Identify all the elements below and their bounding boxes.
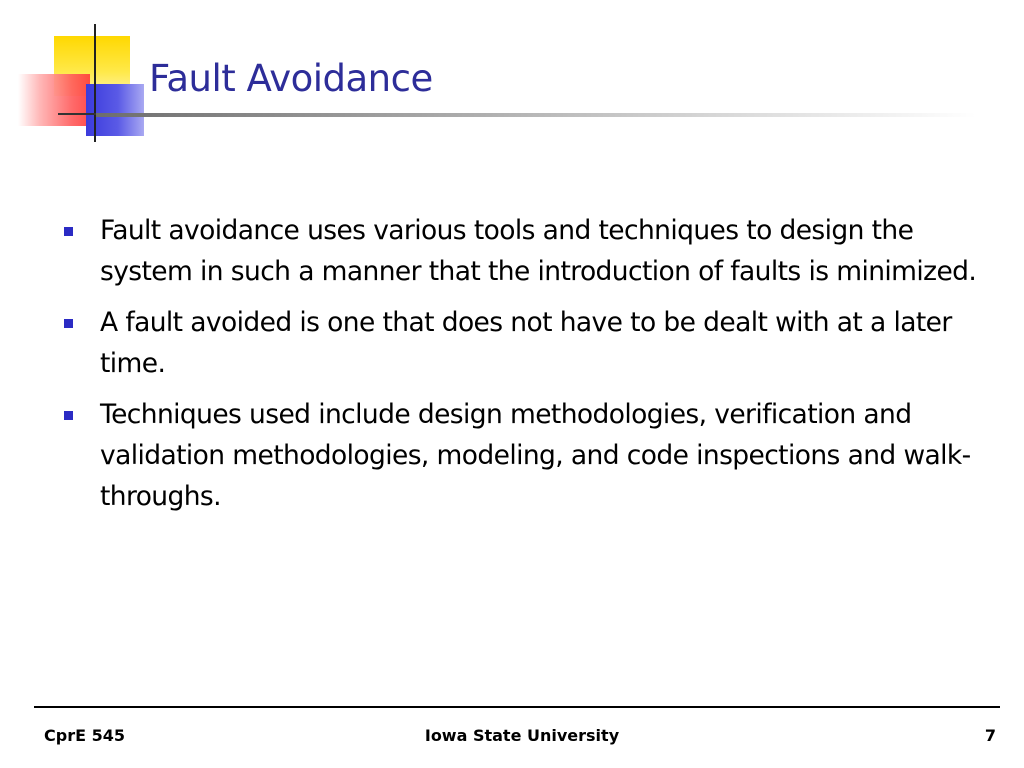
bullet-item (62, 210, 1002, 292)
slide-title: Fault Avoidance (149, 57, 433, 100)
square-bullet-icon (64, 227, 73, 236)
logo-vertical-line (94, 24, 96, 142)
title-underline (96, 113, 976, 117)
bullet-text: Fault avoidance uses various tools and techniques to design the system in such a manner that the introduction of faults is minimized. (100, 215, 977, 287)
square-bullet-icon (64, 319, 73, 328)
bullet-item (62, 302, 1002, 384)
logo-red-square (18, 74, 90, 126)
footer-divider (34, 706, 1000, 708)
bullet-text: A fault avoided is one that does not have to be dealt with at a later time. (100, 307, 952, 379)
bullet-list (62, 210, 1002, 527)
footer-institution: Iowa State University (424, 726, 620, 745)
footer-page-number: 7 (984, 726, 996, 745)
footer-course: CprE 545 (44, 726, 125, 745)
bullet-text: Techniques used include design methodologies, verification and validation methodologies, modeling, and code inspections and walk-throughs. (100, 399, 971, 512)
square-bullet-icon (64, 411, 73, 420)
bullet-item (62, 394, 1002, 517)
